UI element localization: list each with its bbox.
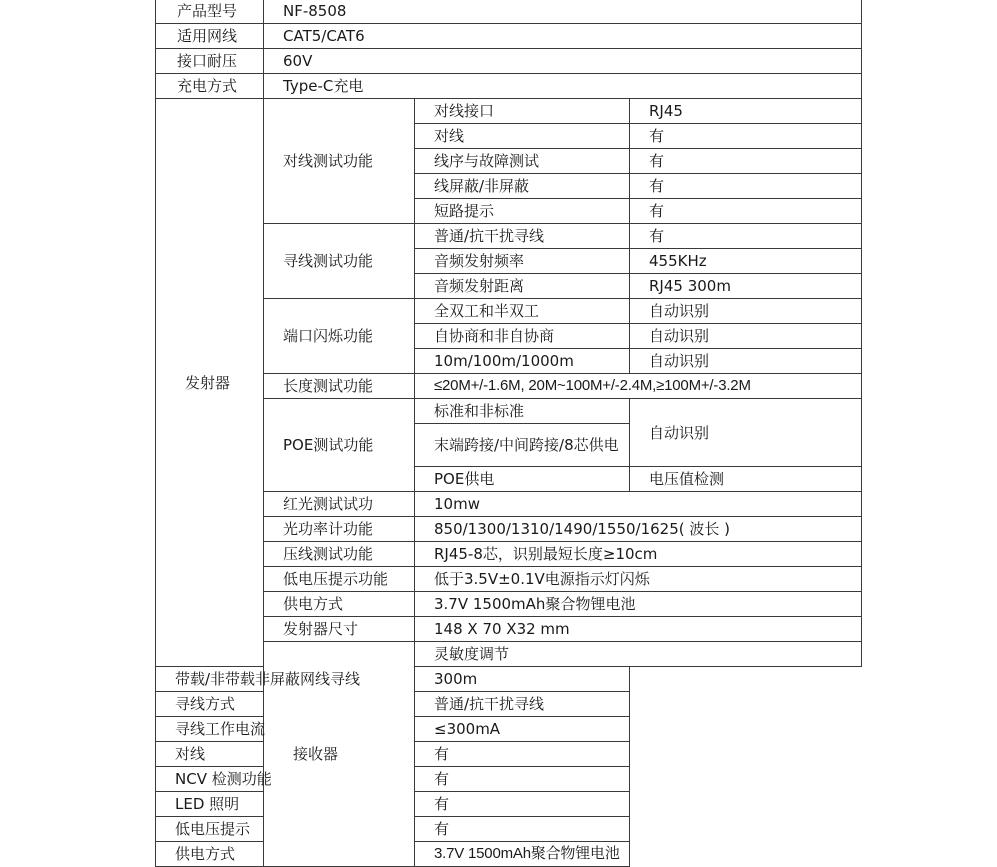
- item-value: 有: [630, 224, 862, 249]
- table-row: [156, 742, 862, 767]
- item-value: 有: [415, 792, 630, 817]
- group-trace-test: 寻线测试功能: [264, 224, 415, 299]
- item-label: 线序与故障测试: [415, 149, 630, 174]
- item-label: 供电方式: [264, 592, 415, 617]
- table-row: [156, 842, 862, 867]
- item-value: 300m: [415, 667, 630, 692]
- item-label: 自协商和非自协商: [415, 324, 630, 349]
- spec-row-charging: [156, 74, 862, 99]
- spec-value: CAT5/CAT6: [264, 24, 862, 49]
- group-poe-test: POE测试功能: [264, 399, 415, 492]
- item-value: 自动识别: [630, 299, 862, 324]
- item-label: 短路提示: [415, 199, 630, 224]
- item-value: 有: [630, 199, 862, 224]
- item-value: 455KHz: [630, 249, 862, 274]
- item-value: RJ45 300m: [630, 274, 862, 299]
- item-label: 末端跨接/中间跨接/8芯供电: [415, 424, 630, 467]
- table-row: [156, 792, 862, 817]
- item-label: POE供电: [415, 467, 630, 492]
- spec-label: 适用网线: [156, 24, 264, 49]
- item-value: 有: [630, 149, 862, 174]
- item-value: ≤20M+/-1.6M, 20M~100M+/-2.4M,≥100M+/-3.2M: [415, 374, 862, 399]
- item-label: 普通/抗干扰寻线: [415, 224, 630, 249]
- spec-label: 产品型号: [156, 0, 264, 24]
- item-label: 带载/非带载非屏蔽网线寻线: [156, 667, 415, 692]
- item-value: 3.7V 1500mAh聚合物锂电池: [415, 592, 862, 617]
- item-label: 对线: [156, 742, 415, 767]
- item-label: 压线测试功能: [264, 542, 415, 567]
- item-label: 供电方式: [156, 842, 415, 867]
- item-label: 灵敏度调节: [415, 642, 862, 667]
- spec-value: Type-C充电: [264, 74, 862, 99]
- spec-label: 接口耐压: [156, 49, 264, 74]
- spec-table: [155, 0, 862, 867]
- item-label: 线屏蔽/非屏蔽: [415, 174, 630, 199]
- item-label: NCV 检测功能: [156, 767, 415, 792]
- item-label: 光功率计功能: [264, 517, 415, 542]
- item-value: 148 X 70 X32 mm: [415, 617, 862, 642]
- item-value: 有: [415, 742, 630, 767]
- item-value: 自动识别: [630, 324, 862, 349]
- item-label: 全双工和半双工: [415, 299, 630, 324]
- item-value: 自动识别: [630, 349, 862, 374]
- item-label: 对线接口: [415, 99, 630, 124]
- item-value: 10mw: [415, 492, 862, 517]
- spec-label: 充电方式: [156, 74, 264, 99]
- group-wire-test: 对线测试功能: [264, 99, 415, 224]
- section-transmitter: 发射器: [156, 99, 264, 667]
- table-row: [156, 767, 862, 792]
- section-receiver: 接收器: [264, 642, 415, 867]
- item-value: 3.7V 1500mAh聚合物锂电池: [415, 842, 630, 867]
- item-value: 850/1300/1310/1490/1550/1625( 波长 ): [415, 517, 862, 542]
- spec-row-cable: [156, 24, 862, 49]
- item-value: 低于3.5V±0.1V电源指示灯闪烁: [415, 567, 862, 592]
- item-value: RJ45-8芯，识别最短长度≥10cm: [415, 542, 862, 567]
- item-value: RJ45: [630, 99, 862, 124]
- table-row: [156, 667, 862, 692]
- spec-row-model: [156, 0, 862, 24]
- table-row: [156, 717, 862, 742]
- item-label: 音频发射距离: [415, 274, 630, 299]
- item-label: 寻线工作电流: [156, 717, 415, 742]
- item-label: 发射器尺寸: [264, 617, 415, 642]
- item-value: 自动识别: [630, 399, 862, 467]
- item-value: 有: [630, 174, 862, 199]
- item-label: LED 照明: [156, 792, 415, 817]
- group-length-test: 长度测试功能: [264, 374, 415, 399]
- item-label: 标准和非标准: [415, 399, 630, 424]
- item-label: 10m/100m/1000m: [415, 349, 630, 374]
- spec-value: 60V: [264, 49, 862, 74]
- item-label: 红光测试试功: [264, 492, 415, 517]
- item-value: 普通/抗干扰寻线: [415, 692, 630, 717]
- table-row: [156, 99, 862, 124]
- item-label: 寻线方式: [156, 692, 415, 717]
- spec-value: NF-8508: [264, 0, 862, 24]
- item-label: 对线: [415, 124, 630, 149]
- item-value: 有: [415, 767, 630, 792]
- item-value: 电压值检测: [630, 467, 862, 492]
- item-label: 低电压提示: [156, 817, 415, 842]
- table-row: [156, 817, 862, 842]
- spec-row-voltage: [156, 49, 862, 74]
- item-label: 音频发射频率: [415, 249, 630, 274]
- group-port-flash: 端口闪烁功能: [264, 299, 415, 374]
- item-value: 有: [415, 817, 630, 842]
- item-label: 低电压提示功能: [264, 567, 415, 592]
- item-value: ≤300mA: [415, 717, 630, 742]
- table-row: [156, 692, 862, 717]
- item-value: 有: [630, 124, 862, 149]
